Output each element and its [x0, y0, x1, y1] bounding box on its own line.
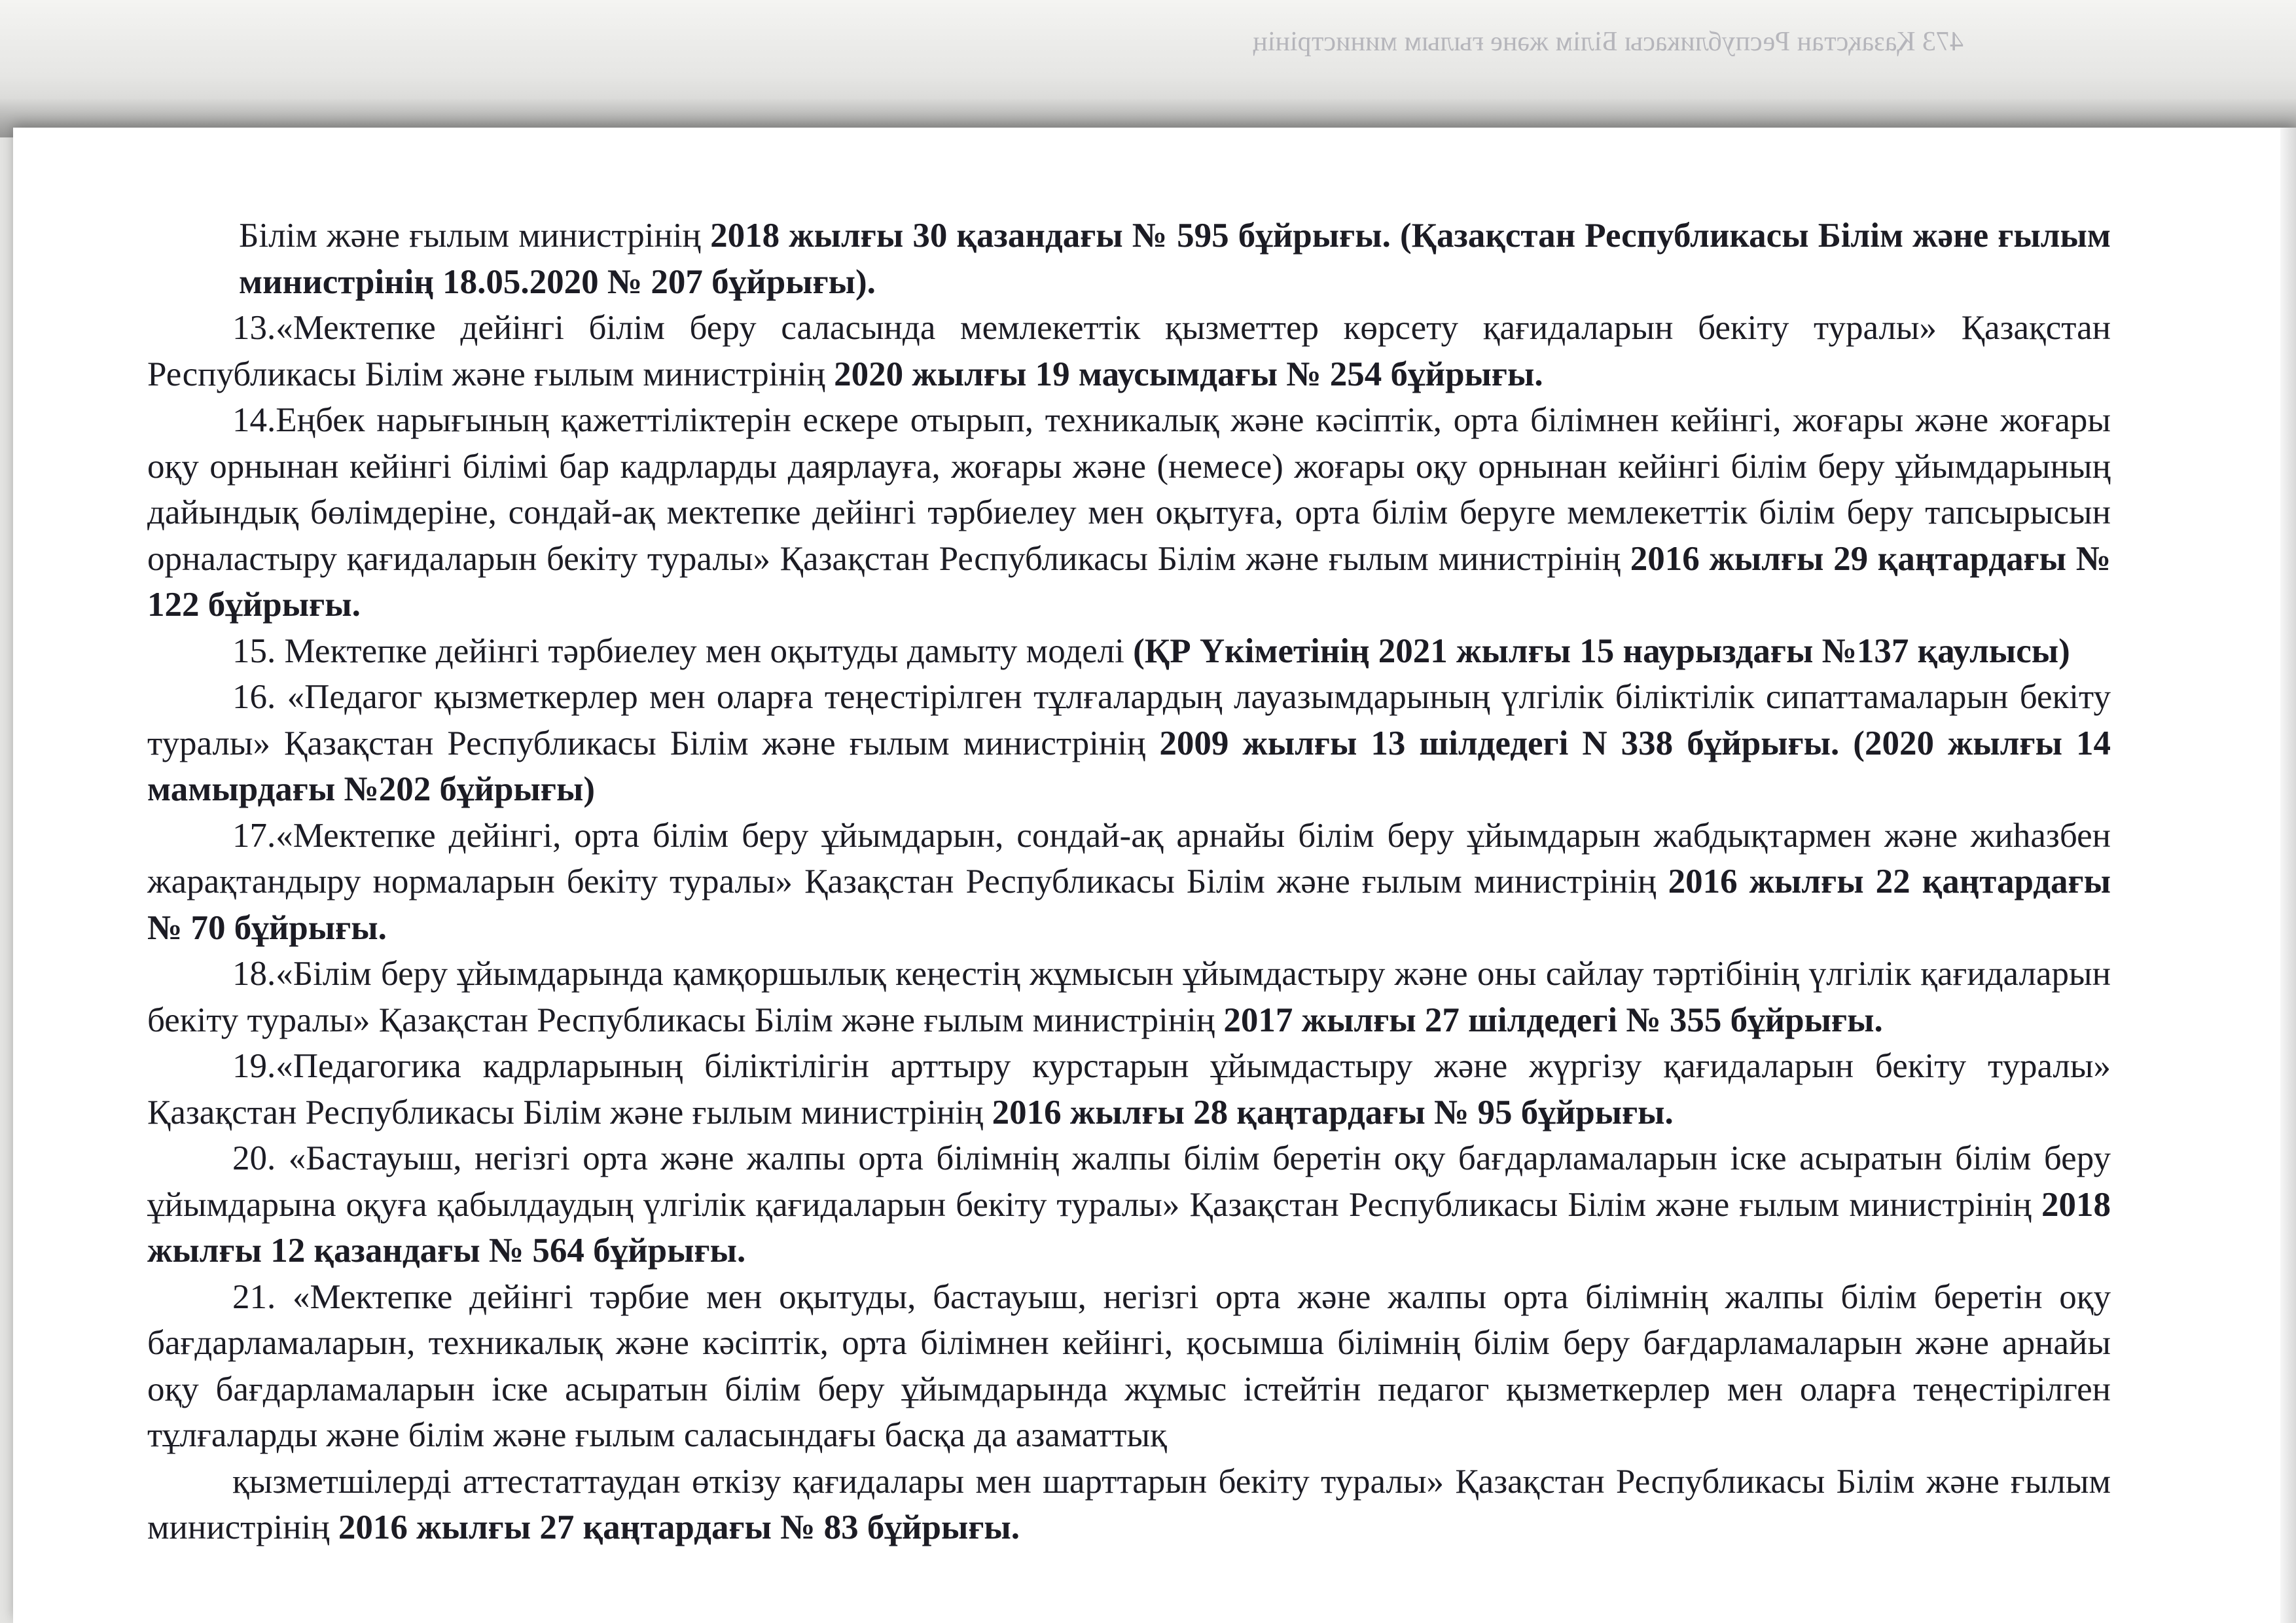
document-body	[147, 213, 2111, 1551]
paragraph-15: 15. Мектепке дейінгі тәрбиелеу мен оқытуды дамыту моделі (ҚР Үкіметінің 2021 жылғы 15 наурыздағы №137 қаулысы)	[232, 632, 2070, 670]
paragraph-16: 16. «Педагог қызметкерлер мен оларға теңестірілген тұлғалардың лауазымдарының үлгілік біліктілік сипаттамаларын бекіту туралы» Қазақстан Республикасы Білім және ғылым министрінің 2009 жылғы 13 шілдедегі N 338 бұйрығы. (2020 жылғы 14 мамырдағы №202 бұйрығы)	[147, 678, 2111, 808]
paragraph-21: 21. «Мектепке дейінгі тәрбие мен оқытуды, бастауыш, негізгі орта және жалпы орта білімнің жалпы білім беретін оқу бағдарламаларын, техникалық және кәсіптік, орта білімнен кейінгі, қосымша білімнің білім беру бағдарламаларын және арнайы оқу бағдарламаларын іске асыратын білім беру ұйымдарында жұмыс істейтін педагог қызметкерлер мен оларға теңестірілген тұлғаларды және білім және ғылым саласындағы басқа да азаматтық	[147, 1277, 2111, 1454]
paragraph-17: 17.«Мектепке дейінгі, орта білім беру ұйымдарын, сондай-ақ арнайы білім беру ұйымдарын жабдықтармен және жиһазбен жарақтандыру нормаларын бекіту туралы» Қазақстан Республикасы Білім және ғылым министрінің 2016 жылғы 22 қаңтардағы № 70 бұйрығы.	[147, 816, 2111, 947]
paragraph-18: 18.«Білім беру ұйымдарында қамқоршылық кеңестің жұмысын ұйымдастыру және оны сайлау тәртібінің үлгілік қағидаларын бекіту туралы» Қазақстан Республикасы Білім және ғылым министрінің 2017 жылғы 27 шілдедегі № 355 бұйрығы.	[147, 955, 2111, 1039]
paragraph-21-continuation: қызметшілерді аттестаттаудан өткізу қағидалары мен шарттарын бекіту туралы» Қазақстан Республикасы Білім және ғылым министрінің 2016 жылғы 27 қаңтардағы № 83 бұйрығы.	[147, 1462, 2111, 1546]
paragraph-14: 14.Еңбек нарығының қажеттіліктерін ескере отырып, техникалық және кәсіптік, орта білімнен кейінгі, жоғары және жоғары оқу орнынан кейінгі білімі бар кадрларды даярлауға, жоғары және (немесе) жоғары оқу орнынан кейінгі білім беру ұйымдарының дайындық бөлімдеріне, сондай-ақ мектепке дейінгі тәрбиелеу мен оқытуға, орта білім беруге мемлекеттік білім беру тапсырысын орналастыру қағидаларын бекіту туралы» Қазақстан Республикасы Білім және ғылым министрінің 2016 жылғы 29 қаңтардағы № 122 бұйрығы.	[147, 401, 2111, 624]
page-edge	[2280, 128, 2296, 1623]
paragraph-13: 13.«Мектепке дейінгі білім беру саласында мемлекеттік қызметтер көрсету қағидаларын бекіту туралы» Қазақстан Республикасы Білім және ғылым министрінің 2020 жылғы 19 маусымдағы № 254 бұйрығы.	[147, 309, 2111, 393]
bleed-through-text: 473 Қазақстан Республикасы Білім және ғылым министрінің	[1253, 27, 1964, 57]
paragraph-20: 20. «Бастауыш, негізгі орта және жалпы орта білімнің жалпы білім беретін оқу бағдарламаларын іске асыратын білім беру ұйымдарына оқуға қабылдаудың үлгілік қағидаларын бекіту туралы» Қазақстан Республикасы Білім және ғылым министрінің 2018 жылғы 12 қазандағы № 564 бұйрығы.	[147, 1139, 2111, 1270]
paragraph-19: 19.«Педагогика кадрларының біліктілігін арттыру курстарын ұйымдастыру және жүргізу қағидаларын бекіту туралы» Қазақстан Республикасы Білім және ғылым министрінің 2016 жылғы 28 қаңтардағы № 95 бұйрығы.	[147, 1047, 2111, 1132]
paragraph-12-end: Білім және ғылым министрінің 2018 жылғы 30 қазандағы № 595 бұйрығы. (Қазақстан Республикасы Білім және ғылым министрінің 18.05.2020 № 207 бұйрығы).	[239, 217, 2111, 301]
